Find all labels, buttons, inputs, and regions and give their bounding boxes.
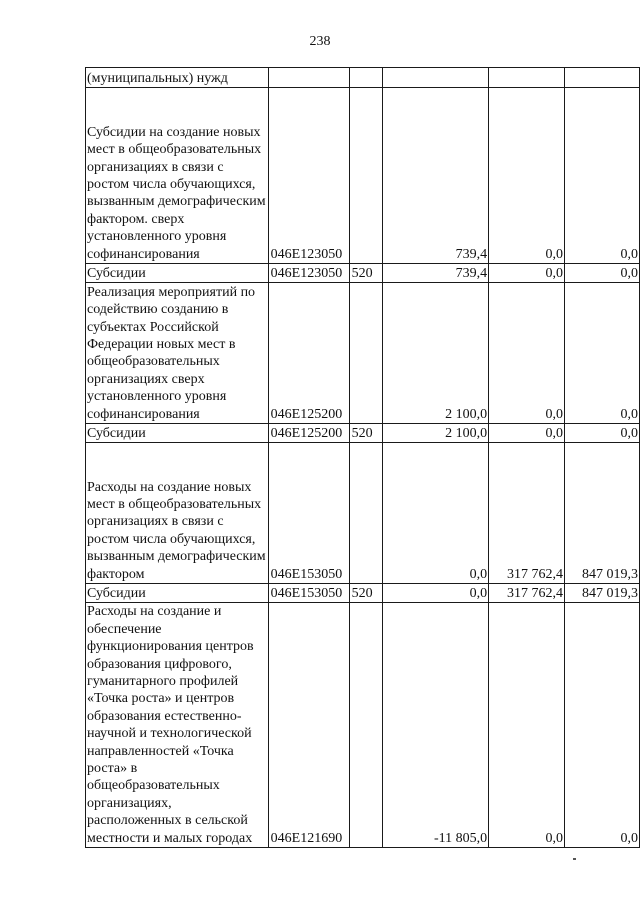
row-amount-3: 0,0: [565, 424, 640, 443]
row-amount-1: 2 100,0: [382, 283, 489, 424]
row-description: Субсидии: [86, 424, 269, 443]
table-row: [86, 88, 640, 264]
row-amount-1: -11 805,0: [382, 603, 489, 848]
row-amount-1: [382, 68, 489, 88]
table-row: [86, 264, 640, 283]
row-description: Субсидии: [86, 584, 269, 603]
row-amount-2: 0,0: [489, 424, 565, 443]
row-amount-2: 0,0: [489, 283, 565, 424]
page-number: 238: [309, 34, 331, 49]
row-description: Субсидии на создание новых мест в общеобразовательных организациях в связи с ростом числа обучающихся, вызванным демографическим фактором. сверх установленного уровня софинансирования: [86, 88, 269, 264]
row-amount-2: 0,0: [489, 264, 565, 283]
table-row: [86, 603, 640, 848]
row-target-code: 046E125200: [268, 424, 349, 443]
table-row: [86, 584, 640, 603]
row-expense-type: [349, 88, 382, 264]
row-expense-type: [349, 68, 382, 88]
row-description: Расходы на создание новых мест в общеобразовательных организациях в связи с ростом числа обучающихся, вызванным демографическим фактором: [86, 443, 269, 584]
row-description: Расходы на создание и обеспечение функционирования центров образования цифрового, гуманитарного профилей «Точка роста» и центров образования естественно-научной и технологической направленностей «Точка роста» в общеобразовательных организациях, расположенных в сельской местности и малых городах: [86, 603, 269, 848]
row-amount-3: 847 019,3: [565, 584, 640, 603]
row-amount-2: 317 762,4: [489, 584, 565, 603]
row-amount-2: 0,0: [489, 603, 565, 848]
row-amount-3: 0,0: [565, 264, 640, 283]
row-expense-type: [349, 443, 382, 584]
row-amount-2: 317 762,4: [489, 443, 565, 584]
row-description: (муниципальных) нужд: [86, 68, 269, 88]
table-row: [86, 443, 640, 584]
row-target-code: 046E153050: [268, 584, 349, 603]
row-amount-3: 0,0: [565, 603, 640, 848]
row-amount-3: 0,0: [565, 283, 640, 424]
row-expense-type: [349, 283, 382, 424]
row-description: Реализация мероприятий по содействию созданию в субъектах Российской Федерации новых мест в общеобразовательных организациях сверх установленного уровня софинансирования: [86, 283, 269, 424]
row-target-code: 046E125200: [268, 283, 349, 424]
row-expense-type: 520: [349, 584, 382, 603]
row-amount-3: 847 019,3: [565, 443, 640, 584]
row-amount-3: 0,0: [565, 88, 640, 264]
table-row: [86, 424, 640, 443]
row-target-code: [268, 68, 349, 88]
row-expense-type: 520: [349, 264, 382, 283]
row-target-code: 046E153050: [268, 443, 349, 584]
row-amount-1: 2 100,0: [382, 424, 489, 443]
row-expense-type: [349, 603, 382, 848]
row-amount-3: [565, 68, 640, 88]
table-row: [86, 283, 640, 424]
row-amount-1: 739,4: [382, 88, 489, 264]
budget-table: [85, 67, 640, 848]
row-amount-1: 0,0: [382, 584, 489, 603]
row-amount-2: 0,0: [489, 88, 565, 264]
row-amount-2: [489, 68, 565, 88]
row-amount-1: 739,4: [382, 264, 489, 283]
row-amount-1: 0,0: [382, 443, 489, 584]
row-description: Субсидии: [86, 264, 269, 283]
row-target-code: 046E123050: [268, 88, 349, 264]
row-target-code: 046E121690: [268, 603, 349, 848]
table-row: [86, 68, 640, 88]
row-target-code: 046E123050: [268, 264, 349, 283]
scan-speck: [573, 858, 576, 860]
row-expense-type: 520: [349, 424, 382, 443]
